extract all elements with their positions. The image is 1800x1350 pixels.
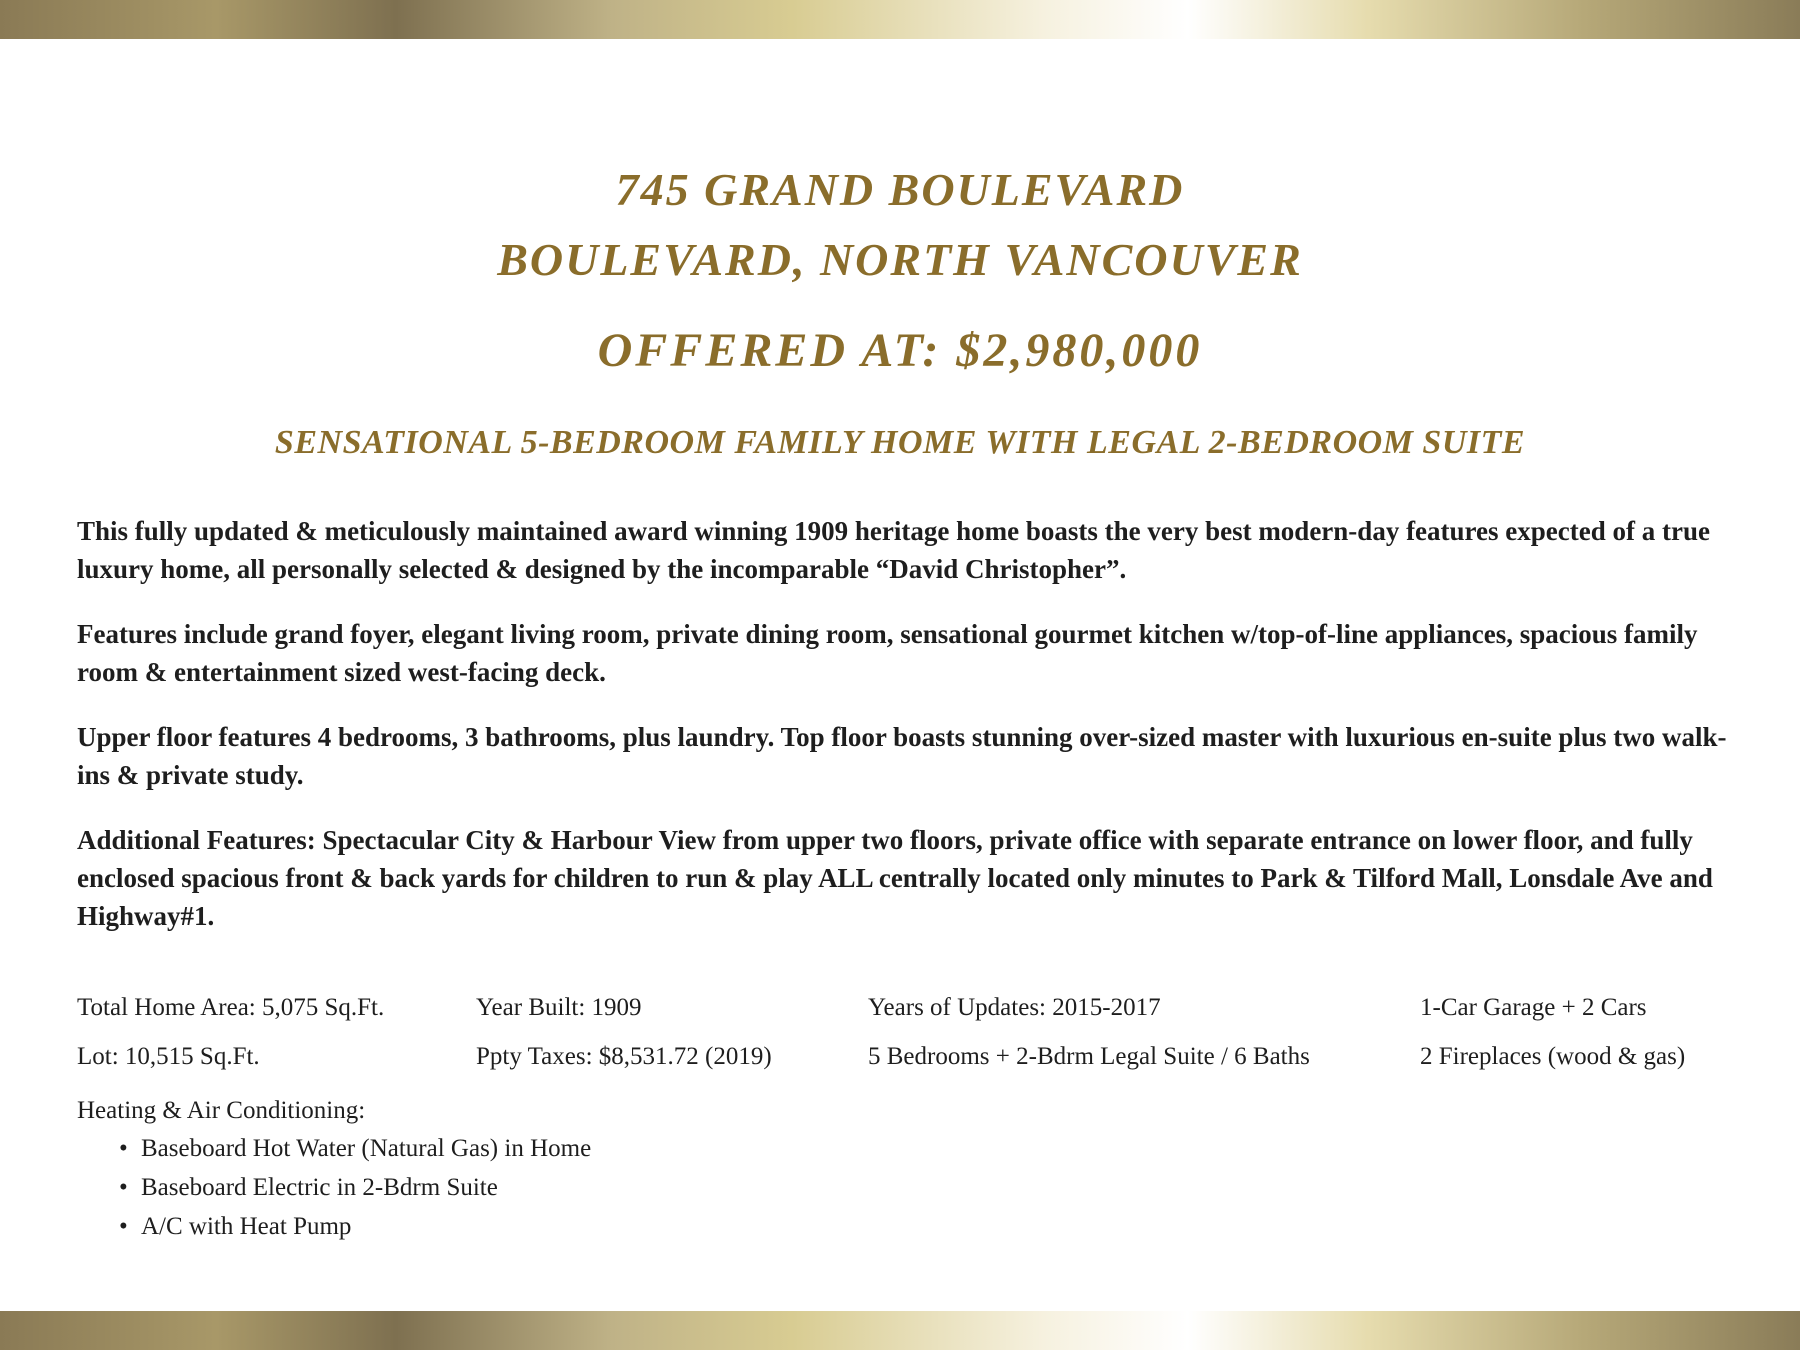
description-paragraph-3: Upper floor features 4 bedrooms, 3 bathrooms, plus laundry. Top floor boasts stunning over-sized master with luxurious en-suite plus two walk-ins & private study. bbox=[77, 722, 1727, 790]
facts-row bbox=[77, 993, 1767, 1042]
facts-row bbox=[77, 1042, 1767, 1091]
description-paragraph-1: This fully updated & meticulously maintained award winning 1909 heritage home boasts the very best modern-day features expected of a true luxury home, all personally selected & designed by the incomparable “David Christopher”. bbox=[77, 516, 1710, 584]
bottom-gold-bar bbox=[0, 1311, 1800, 1350]
bullet-icon: • bbox=[119, 1135, 128, 1162]
property-taxes: Ppty Taxes: $8,531.72 (2019) bbox=[476, 1043, 772, 1070]
lot-size: Lot: 10,515 Sq.Ft. bbox=[77, 1043, 260, 1070]
total-home-area: Total Home Area: 5,075 Sq.Ft. bbox=[77, 994, 385, 1021]
offered-price: OFFERED AT: $2,980,000 bbox=[597, 324, 1203, 377]
description-paragraph-2: Features include grand foyer, elegant living room, private dining room, sensational gourmet kitchen w/top-of-line appliances, spacious family room & entertainment sized west-facing deck. bbox=[77, 619, 1698, 687]
address-line-1: 745 GRAND BOULEVARD bbox=[615, 164, 1185, 215]
heating-list bbox=[77, 1134, 591, 1242]
list-item bbox=[119, 1212, 591, 1242]
description-paragraph-4: Additional Features: Spectacular City & Harbour View from upper two floors, private office with separate entrance on lower floor, and fully enclosed spacious front & back yards for children to run & play ALL centrally located only minutes to Park & Tilford Mall, Lonsdale Ave and Highway#1. bbox=[77, 825, 1713, 931]
list-item bbox=[119, 1173, 591, 1203]
top-gold-bar bbox=[0, 0, 1800, 39]
bullet-icon: • bbox=[119, 1213, 128, 1240]
list-item bbox=[119, 1134, 591, 1164]
heating-item-text: Baseboard Hot Water (Natural Gas) in Home bbox=[141, 1135, 592, 1162]
heating-item-text: A/C with Heat Pump bbox=[141, 1213, 352, 1240]
property-facts bbox=[77, 993, 1767, 1091]
heating-item-text: Baseboard Electric in 2-Bdrm Suite bbox=[141, 1174, 498, 1201]
bedrooms-baths: 5 Bedrooms + 2-Bdrm Legal Suite / 6 Baths bbox=[868, 1043, 1310, 1070]
heating-label: Heating & Air Conditioning: bbox=[77, 1097, 366, 1124]
year-built: Year Built: 1909 bbox=[476, 994, 642, 1021]
years-of-updates: Years of Updates: 2015-2017 bbox=[868, 994, 1161, 1021]
heating-section bbox=[77, 1096, 591, 1251]
garage: 1-Car Garage + 2 Cars bbox=[1420, 994, 1647, 1021]
listing-subtitle: SENSATIONAL 5-BEDROOM FAMILY HOME WITH LEGAL 2-BEDROOM SUITE bbox=[274, 424, 1526, 461]
fireplaces: 2 Fireplaces (wood & gas) bbox=[1420, 1043, 1686, 1070]
description bbox=[77, 512, 1747, 962]
bullet-icon: • bbox=[119, 1174, 128, 1201]
address-line-2: BOULEVARD, NORTH VANCOUVER bbox=[497, 234, 1303, 285]
